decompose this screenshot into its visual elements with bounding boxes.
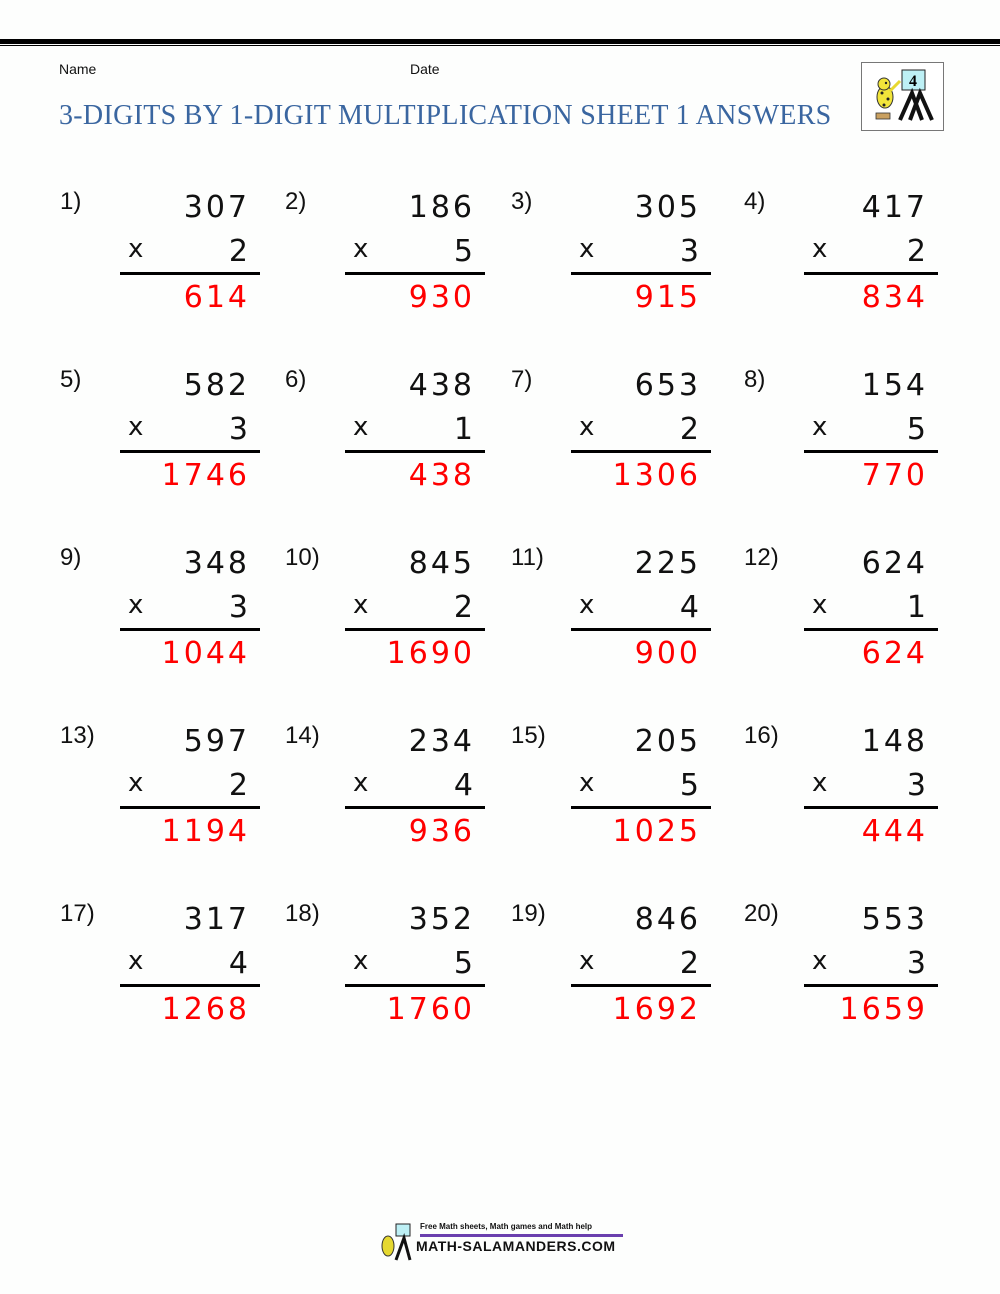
answer-line: [804, 806, 938, 809]
problem-7: [511, 366, 711, 516]
answer-line: [571, 628, 711, 631]
answer: 444: [861, 814, 928, 849]
times-sign: x: [128, 946, 144, 976]
problem-number: 2): [285, 188, 307, 215]
problem-number: 17): [60, 900, 95, 927]
answer: 1760: [386, 992, 475, 1027]
problem-number: 5): [60, 366, 82, 393]
problem-13: [60, 722, 260, 872]
answer-line: [120, 806, 260, 809]
problem-number: 4): [744, 188, 766, 215]
multiplier: 4: [453, 768, 473, 803]
answer: 1044: [161, 636, 250, 671]
answer-line: [804, 272, 938, 275]
footer-tagline: Free Math sheets, Math games and Math help: [420, 1222, 593, 1231]
header-rule-thin: [0, 45, 1000, 46]
multiplier: 4: [228, 946, 248, 981]
problem-number: 19): [511, 900, 546, 927]
answer: 834: [861, 280, 928, 315]
answer: 915: [634, 280, 701, 315]
multiplier: 5: [453, 234, 473, 269]
answer: 1746: [161, 458, 250, 493]
answer: 770: [861, 458, 928, 493]
multiplicand: 348: [183, 546, 250, 581]
times-sign: x: [579, 768, 595, 798]
problem-number: 8): [744, 366, 766, 393]
multiplier: 5: [453, 946, 473, 981]
problem-1: [60, 188, 260, 338]
multiplicand: 438: [408, 368, 475, 403]
name-label: Name: [59, 61, 97, 77]
problem-12: [744, 544, 938, 694]
multiplier: 3: [228, 590, 248, 625]
salamander-icon: [862, 63, 943, 130]
answer-line: [571, 806, 711, 809]
multiplicand: 417: [861, 190, 928, 225]
times-sign: x: [128, 412, 144, 442]
multiplicand: 582: [183, 368, 250, 403]
answer: 438: [408, 458, 475, 493]
footer-branding: [376, 1222, 626, 1262]
times-sign: x: [579, 234, 595, 264]
multiplicand: 234: [408, 724, 475, 759]
answer: 1659: [839, 992, 928, 1027]
answer-line: [345, 272, 485, 275]
multiplicand: 846: [634, 902, 701, 937]
answer: 1306: [612, 458, 701, 493]
footer-rule: [420, 1234, 623, 1237]
multiplier: 1: [453, 412, 473, 447]
multiplicand: 845: [408, 546, 475, 581]
times-sign: x: [812, 412, 828, 442]
problem-number: 20): [744, 900, 779, 927]
times-sign: x: [812, 234, 828, 264]
answer: 1025: [612, 814, 701, 849]
problem-10: [285, 544, 485, 694]
multiplicand: 352: [408, 902, 475, 937]
header-rule-thick: [0, 39, 1000, 44]
answer-line: [345, 628, 485, 631]
multiplier: 2: [679, 412, 699, 447]
times-sign: x: [353, 946, 369, 976]
times-sign: x: [128, 234, 144, 264]
answer: 614: [183, 280, 250, 315]
problem-number: 10): [285, 544, 320, 571]
times-sign: x: [812, 768, 828, 798]
problem-16: [744, 722, 938, 872]
problem-19: [511, 900, 711, 1050]
times-sign: x: [579, 412, 595, 442]
answer-line: [120, 272, 260, 275]
answer: 936: [408, 814, 475, 849]
answer: 900: [634, 636, 701, 671]
multiplier: 1: [906, 590, 926, 625]
problem-11: [511, 544, 711, 694]
multiplicand: 305: [634, 190, 701, 225]
multiplier: 3: [679, 234, 699, 269]
multiplier: 3: [228, 412, 248, 447]
answer: 1194: [161, 814, 250, 849]
multiplicand: 597: [183, 724, 250, 759]
problem-6: [285, 366, 485, 516]
salamander-logo: [861, 62, 944, 131]
problem-number: 11): [511, 544, 544, 571]
multiplicand: 317: [183, 902, 250, 937]
footer-site-link[interactable]: MATH-SALAMANDERS.COM: [416, 1238, 616, 1254]
problem-15: [511, 722, 711, 872]
answer: 1692: [612, 992, 701, 1027]
problem-number: 6): [285, 366, 307, 393]
problem-5: [60, 366, 260, 516]
multiplier: 3: [906, 768, 926, 803]
multiplier: 2: [228, 234, 248, 269]
answer-line: [345, 984, 485, 987]
svg-text:4: 4: [909, 73, 917, 90]
problem-number: 3): [511, 188, 533, 215]
problem-number: 7): [511, 366, 533, 393]
answer-line: [345, 806, 485, 809]
multiplicand: 205: [634, 724, 701, 759]
footer-salamander-icon: [376, 1222, 418, 1262]
answer-line: [804, 628, 938, 631]
times-sign: x: [579, 946, 595, 976]
problem-number: 15): [511, 722, 546, 749]
worksheet-title: 3-DIGITS BY 1-DIGIT MULTIPLICATION SHEET 1 ANSWERS: [59, 100, 832, 131]
multiplier: 2: [906, 234, 926, 269]
times-sign: x: [353, 234, 369, 264]
multiplier: 2: [679, 946, 699, 981]
problem-8: [744, 366, 938, 516]
answer-line: [571, 272, 711, 275]
answer-line: [804, 450, 938, 453]
answer-line: [345, 450, 485, 453]
multiplicand: 225: [634, 546, 701, 581]
multiplier: 3: [906, 946, 926, 981]
times-sign: x: [579, 590, 595, 620]
problem-14: [285, 722, 485, 872]
multiplier: 5: [679, 768, 699, 803]
multiplicand: 307: [183, 190, 250, 225]
problem-number: 14): [285, 722, 320, 749]
multiplicand: 186: [408, 190, 475, 225]
multiplicand: 148: [861, 724, 928, 759]
times-sign: x: [812, 590, 828, 620]
problem-number: 18): [285, 900, 320, 927]
problem-20: [744, 900, 938, 1050]
multiplier: 4: [679, 590, 699, 625]
problem-number: 1): [60, 188, 82, 215]
problem-2: [285, 188, 485, 338]
answer: 930: [408, 280, 475, 315]
times-sign: x: [353, 412, 369, 442]
times-sign: x: [812, 946, 828, 976]
answer-line: [571, 984, 711, 987]
answer: 624: [861, 636, 928, 671]
times-sign: x: [353, 768, 369, 798]
times-sign: x: [353, 590, 369, 620]
problem-number: 13): [60, 722, 95, 749]
answer-line: [804, 984, 938, 987]
answer-line: [120, 984, 260, 987]
multiplicand: 624: [861, 546, 928, 581]
date-label: Date: [410, 61, 440, 77]
multiplier: 2: [453, 590, 473, 625]
problem-17: [60, 900, 260, 1050]
multiplicand: 154: [861, 368, 928, 403]
times-sign: x: [128, 590, 144, 620]
answer-line: [120, 450, 260, 453]
multiplier: 5: [906, 412, 926, 447]
problem-number: 16): [744, 722, 779, 749]
problem-9: [60, 544, 260, 694]
answer-line: [120, 628, 260, 631]
problem-4: [744, 188, 938, 338]
multiplicand: 653: [634, 368, 701, 403]
problem-number: 12): [744, 544, 779, 571]
multiplier: 2: [228, 768, 248, 803]
problem-number: 9): [60, 544, 82, 571]
problem-18: [285, 900, 485, 1050]
answer: 1268: [161, 992, 250, 1027]
problem-3: [511, 188, 711, 338]
times-sign: x: [128, 768, 144, 798]
answer-line: [571, 450, 711, 453]
multiplicand: 553: [861, 902, 928, 937]
answer: 1690: [386, 636, 475, 671]
